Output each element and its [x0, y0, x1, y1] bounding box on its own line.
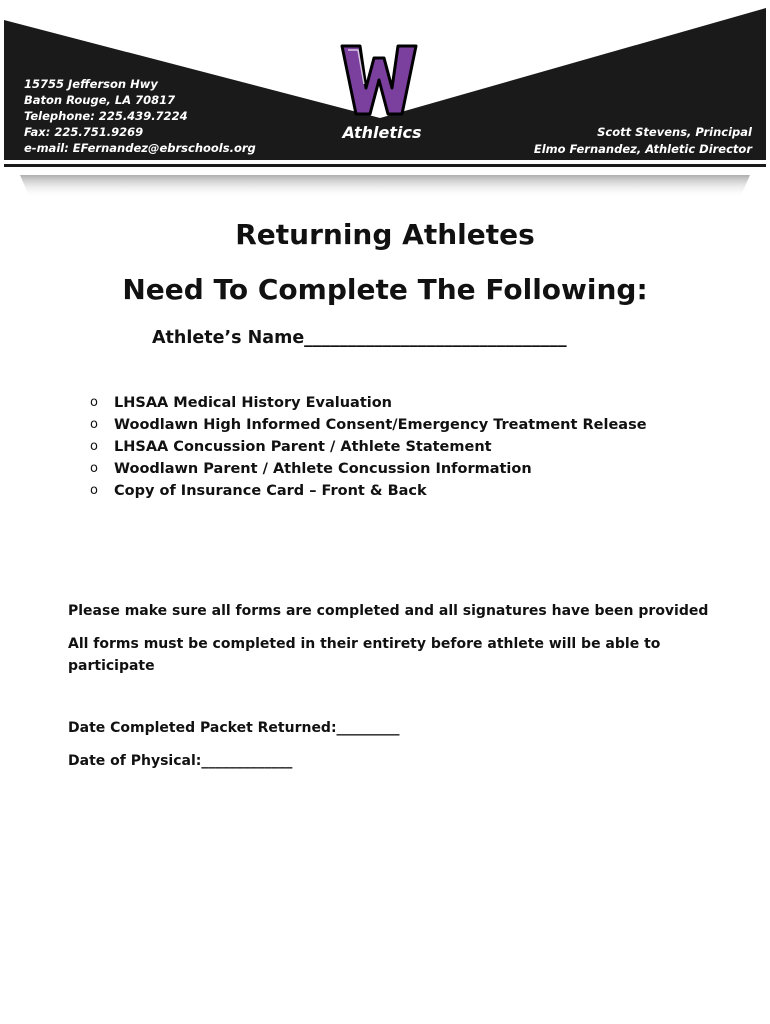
- staff-block: [534, 124, 752, 158]
- list-item: [90, 480, 647, 502]
- required-forms-list: [90, 392, 647, 502]
- list-item: [90, 436, 647, 458]
- physical-date-field: Date of Physical:_____________: [68, 753, 293, 769]
- bullet-icon: o: [90, 483, 98, 498]
- bullet-icon: o: [90, 461, 98, 476]
- list-item-label: Copy of Insurance Card – Front & Back: [114, 483, 427, 499]
- bullet-icon: o: [90, 395, 98, 410]
- bullet-icon: o: [90, 417, 98, 432]
- staff-principal: Scott Stevens, Principal: [597, 125, 752, 139]
- list-item-label: LHSAA Concussion Parent / Athlete Statement: [114, 439, 492, 455]
- page-subtitle: Need To Complete The Following:: [122, 273, 648, 306]
- list-item: [90, 392, 647, 414]
- logo-caption: Athletics: [342, 123, 422, 142]
- page-title: Returning Athletes: [235, 218, 535, 251]
- list-item: [90, 414, 647, 436]
- packet-returned-date-field: Date Completed Packet Returned:_________: [68, 720, 400, 736]
- staff-athletic-director: Elmo Fernandez, Athletic Director: [533, 142, 752, 156]
- completion-note: All forms must be completed in their entirety before athlete will be able to participate: [68, 636, 661, 674]
- address-email: e-mail: EFernandez@ebrschools.org: [24, 141, 256, 155]
- list-item-label: Woodlawn High Informed Consent/Emergency Treatment Release: [114, 417, 647, 433]
- address-street: 15755 Jefferson Hwy: [24, 77, 158, 91]
- address-telephone: Telephone: 225.439.7224: [24, 109, 188, 123]
- signature-note: Please make sure all forms are completed and all signatures have been provided: [68, 603, 709, 619]
- school-logo: [338, 40, 420, 120]
- list-item-label: LHSAA Medical History Evaluation: [114, 395, 393, 411]
- bullet-icon: o: [90, 439, 98, 454]
- address-fax: Fax: 225.751.9269: [24, 125, 144, 139]
- list-item-label: Woodlawn Parent / Athlete Concussion Information: [114, 461, 532, 477]
- address-city: Baton Rouge, LA 70817: [24, 93, 176, 107]
- athlete-name-field: Athlete’s Name______________________________: [152, 328, 567, 348]
- school-address-block: [24, 76, 256, 156]
- list-item: [90, 458, 647, 480]
